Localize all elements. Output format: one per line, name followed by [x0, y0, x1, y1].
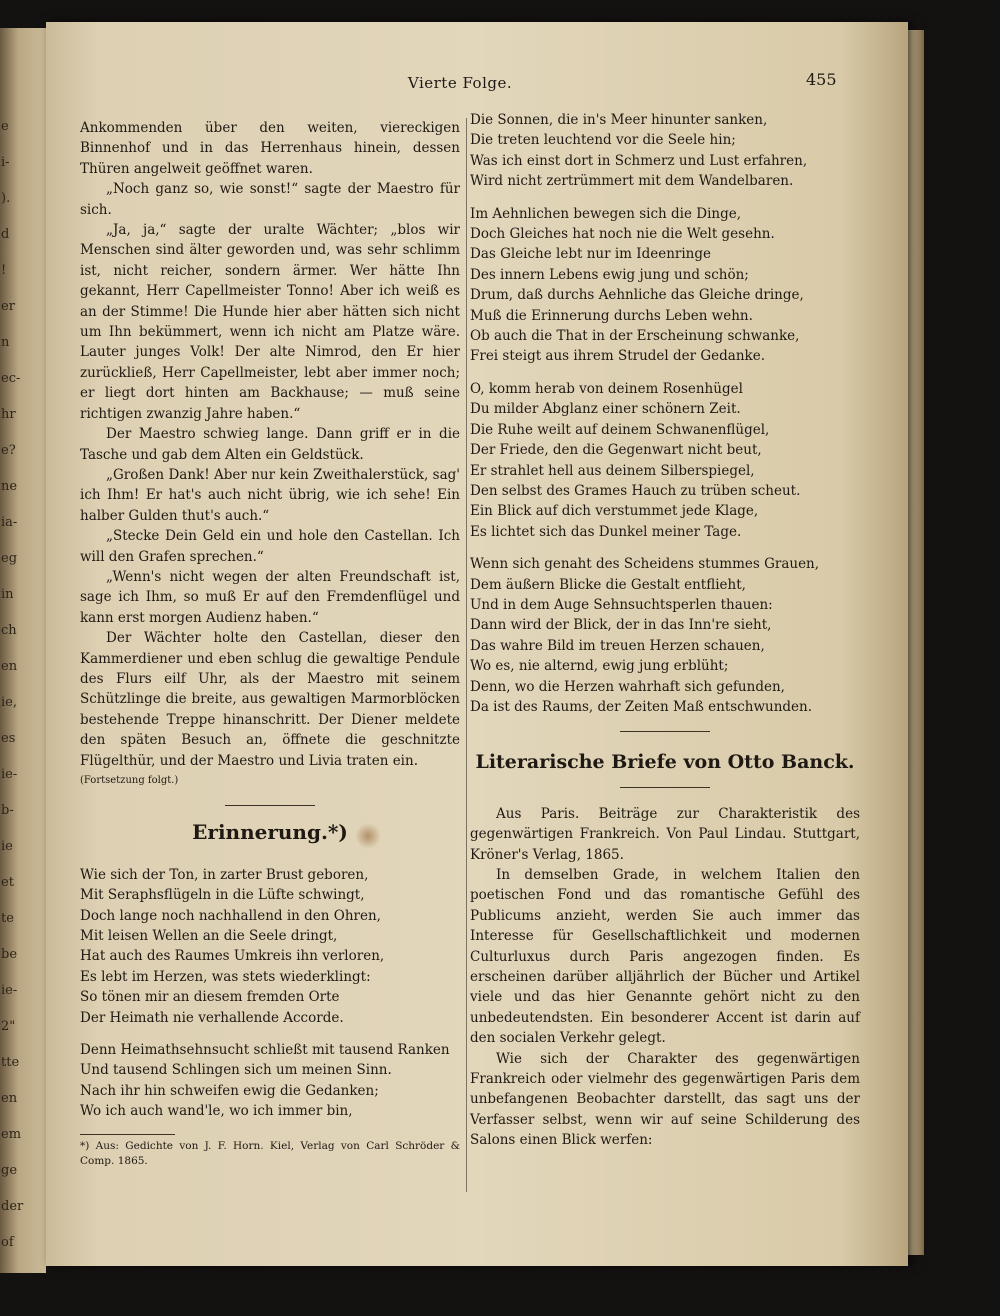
section-rule	[225, 805, 315, 806]
edge-fragment: 2"	[1, 1019, 16, 1034]
edge-fragment: e	[1, 119, 9, 134]
poem-line: Das Gleiche lebt nur im Ideenringe	[470, 246, 711, 263]
edge-fragment: !	[1, 263, 7, 278]
poem-stanza	[470, 204, 860, 367]
story-paragraph: „Wenn's nicht wegen der alten Freundschaft ist, sage ich Ihm, so muß Er auf den Fremdenflügel und kann erst morgen Audienz haben.“	[80, 568, 460, 626]
section-rule	[620, 787, 710, 788]
right-column	[470, 110, 860, 1151]
poem-line: Mit leisen Wellen an die Seele dringt,	[80, 928, 338, 945]
poem-line: Was ich einst dort in Schmerz und Lust erfahren,	[470, 152, 808, 169]
story-paragraph: Der Maestro schwieg lange. Dann griff er in die Tasche und gab dem Alten ein Geldstück.	[80, 426, 460, 463]
edge-fragment: ie,	[1, 695, 17, 710]
poem-line: Die Sonnen, die in's Meer hinunter sanken,	[470, 112, 768, 128]
story-paragraph: „Großen Dank! Aber nur kein Zweithalerstück, sag' ich Ihm! Er hat's auch nicht übrig, wie ich sehe! Ein halber Gulden thut's auch.“	[80, 466, 460, 524]
footnote: *) Aus: Gedichte von J. F. Horn. Kiel, Verlag von Carl Schröder & Comp. 1865.	[80, 1139, 460, 1167]
review-paragraph: In demselben Grade, in welchem Italien den poetischen Fond und das romantische Gefühl des Publicums anzieht, werden Sie auch immer das Interesse für Gesellschaftlichkeit und modernen Culturluxus durch Paris angezogen finden. Es erscheinen darüber alljährlich der Bücher und Artikel viele und das hier Genannte gehört nicht zu den unbedeutendsten. Ein besonderer Accent ist darin auf den socialen Verkehr gelegt.	[470, 867, 860, 1047]
edge-fragment: ec-	[1, 371, 21, 386]
poem-line: O, komm herab von deinem Rosenhügel	[470, 380, 743, 397]
edge-fragment: ge	[1, 1163, 18, 1178]
edge-fragment: n	[1, 335, 10, 350]
page-number: 455	[806, 70, 837, 89]
story-paragraph: „Noch ganz so, wie sonst!“ sagte der Maestro für sich.	[80, 181, 460, 218]
edge-fragment: ).	[1, 191, 11, 206]
story-paragraph: „Ja, ja,“ sagte der uralte Wächter; „blos wir Menschen sind älter geworden und, was sehr schlimm ist, nicht reicher, sondern ärmer. Wer hätte Ihn gekannt, Herr Capellmeister Tonno! Aber ich weiß es an der Stimme! Die Hunde hier aber hätten sich nicht um Ihn bekümmert, wenn ich nicht am Platze wäre. Lauter junges Volk! Der alte Nimrod, den Er hier zurückließ, Herr Capellmeister, lebt aber immer noch; er liegt dort hinten am Backhause; — muß seine richtigen zwanzig Jahre haben.“	[80, 222, 460, 422]
edge-fragment: es	[1, 731, 16, 746]
edge-fragment: be	[1, 947, 18, 962]
poem-line: Mit Seraphsflügeln in die Lüfte schwingt,	[80, 887, 365, 904]
poem-line: Die treten leuchtend vor die Seele hin;	[470, 132, 736, 149]
edge-fragment: en	[1, 1091, 18, 1106]
edge-fragment: er	[1, 299, 15, 314]
edge-fragment: in	[1, 587, 14, 602]
left-page-edge	[0, 28, 46, 1273]
poem-line: Ob auch die That in der Erscheinung schwanke,	[470, 328, 800, 345]
section-rule	[620, 731, 710, 732]
poem-line: Denn, wo die Herzen wahrhaft sich gefunden,	[470, 678, 785, 695]
poem-stanza	[80, 1040, 460, 1122]
story-paragraph: „Stecke Dein Geld ein und hole den Castellan. Ich will den Grafen sprechen.“	[80, 528, 460, 565]
poem-line: Muß die Erinnerung durchs Leben wehn.	[470, 307, 753, 324]
footnote-rule	[80, 1134, 175, 1135]
edge-fragment: et	[1, 875, 14, 890]
review-title: Literarische Briefe von Otto Banck.	[475, 751, 855, 774]
poem-line: Dem äußern Blicke die Gestalt entflieht,	[470, 576, 746, 593]
poem-line: Und tausend Schlingen sich um meinen Sinn.	[80, 1062, 392, 1079]
edge-fragment: em	[1, 1127, 22, 1142]
poem-line: Frei steigt aus ihrem Strudel der Gedanke.	[470, 348, 766, 365]
poem-line: Doch lange noch nachhallend in den Ohren,	[80, 907, 381, 924]
running-header: Vierte Folge.	[407, 74, 513, 92]
continuation-note: (Fortsetzung folgt.)	[80, 775, 179, 786]
poem-line: Wird nicht zertrümmert mit dem Wandelbaren.	[470, 173, 794, 190]
edge-fragment: eg	[1, 551, 18, 566]
poem-stanza	[470, 110, 860, 192]
edge-fragment: te	[1, 911, 14, 926]
edge-fragment: ia-	[1, 515, 18, 530]
poem-title: Erinnerung.*)	[192, 820, 348, 845]
story-paragraph: Der Wächter holte den Castellan, dieser den Kammerdiener und eben schlug die gewaltige Pendule des Flurs eilf Uhr, als der Maestro mit seinem Schützlinge die breite, aus gewaltigen Marmorblöcken bestehende Treppe hinanschritt. Der Diener meldete den späten Besuch an, öffnete die geschnitzte Flügelthür, und der Maestro und Livia traten ein.	[80, 630, 460, 769]
edge-fragment: e?	[1, 443, 16, 458]
poem-line: Des innern Lebens ewig jung und schön;	[470, 266, 749, 283]
poem-line: Es lichtet sich das Dunkel meiner Tage.	[470, 523, 742, 540]
edge-fragment: of	[1, 1235, 14, 1250]
poem-stanza	[80, 865, 460, 1028]
poem-line: Und in dem Auge Sehnsuchtsperlen thauen:	[470, 596, 773, 613]
story-paragraph: Ankommenden über den weiten, viereckigen Binnenhof und in das Herrenhaus hinein, dessen Thüren angelweit geöffnet waren.	[80, 120, 460, 177]
left-column	[80, 118, 460, 1169]
poem-line: Wo es, nie alternd, ewig jung erblüht;	[470, 658, 729, 675]
edge-fragment: b-	[1, 803, 14, 818]
poem-line: Da ist des Raums, der Zeiten Maß entschwunden.	[470, 698, 813, 715]
edge-fragment: ie-	[1, 983, 18, 998]
poem-line: Denn Heimathsehnsucht schließt mit tausend Ranken	[80, 1042, 450, 1059]
poem-line: Er strahlet hell aus deinem Silberspiegel,	[470, 462, 755, 479]
poem-line: Wo ich auch wand'le, wo ich immer bin,	[80, 1103, 353, 1120]
poem-line: Wie sich der Ton, in zarter Brust geboren,	[80, 866, 369, 883]
edge-fragment: ne	[1, 479, 18, 494]
edge-fragment: i-	[1, 155, 10, 170]
review-paragraph: Wie sich der Charakter des gegenwärtigen Frankreich oder vielmehr des gegenwärtigen Paris dem unbefangenen Beobachter darstellt, das sagt uns der Verfasser selbst, wenn wir auf seine Schilderung des Salons einen Blick werfen:	[470, 1050, 860, 1149]
poem-line: Hat auch des Raumes Umkreis ihn verloren,	[80, 948, 385, 965]
poem-line: Der Heimath nie verhallende Accorde.	[80, 1009, 344, 1026]
poem-line: So tönen mir an diesem fremden Orte	[80, 989, 340, 1006]
poem-line: Wenn sich genaht des Scheidens stummes Grauen,	[470, 556, 820, 573]
poem-line: Im Aehnlichen bewegen sich die Dinge,	[470, 205, 742, 222]
poem-stanza	[470, 554, 860, 717]
edge-fragment: ie	[1, 839, 13, 854]
review-paragraph: Aus Paris. Beiträge zur Charakteristik des gegenwärtigen Frankreich. Von Paul Lindau. Stuttgart, Kröner's Verlag, 1865.	[470, 805, 860, 863]
edge-fragment: tte	[1, 1055, 20, 1070]
poem-line: Du milder Abglanz einer schönern Zeit.	[470, 401, 741, 418]
poem-line: Doch Gleiches hat noch nie die Welt gesehn.	[470, 226, 775, 243]
column-divider	[466, 118, 467, 1192]
poem-line: Das wahre Bild im treuen Herzen schauen,	[470, 637, 765, 654]
poem-line: Es lebt im Herzen, was stets wiederklingt:	[80, 968, 371, 985]
edge-fragment: ch	[1, 623, 17, 638]
poem-line: Ein Blick auf dich verstummet jede Klage,	[470, 503, 759, 520]
edge-fragment: en	[1, 659, 18, 674]
poem-line: Dann wird der Blick, der in das Inn're sieht,	[470, 617, 772, 634]
edge-fragment: der	[1, 1199, 24, 1214]
edge-fragment: d	[1, 227, 10, 242]
poem-stanza	[470, 379, 860, 542]
poem-line: Den selbst des Grames Hauch zu trüben scheut.	[470, 482, 801, 499]
edge-fragment: ie-	[1, 767, 18, 782]
poem-line: Die Ruhe weilt auf deinem Schwanenflügel,	[470, 421, 770, 438]
poem-line: Drum, daß durchs Aehnliche das Gleiche dringe,	[470, 287, 804, 304]
poem-line: Nach ihr hin schweifen ewig die Gedanken;	[80, 1082, 379, 1099]
edge-fragment: hr	[1, 407, 16, 422]
poem-line: Der Friede, den die Gegenwart nicht beut,	[470, 442, 762, 459]
